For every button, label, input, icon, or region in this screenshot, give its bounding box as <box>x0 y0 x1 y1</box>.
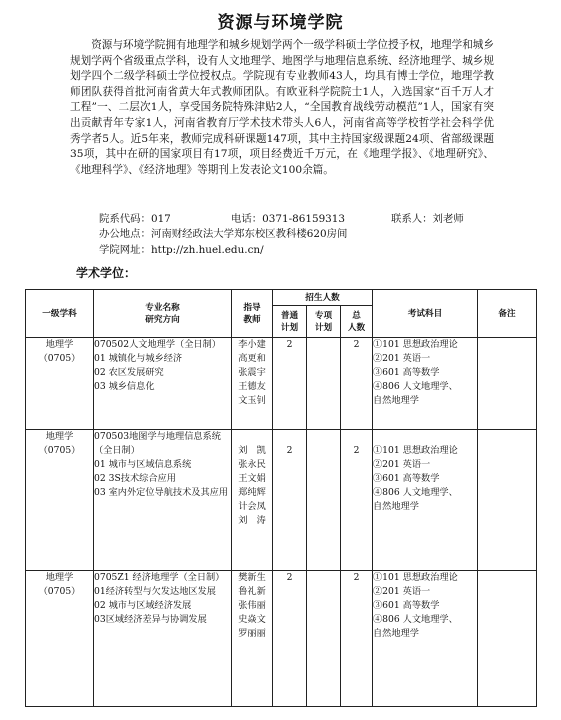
header-enroll: 招生人数 <box>273 290 373 306</box>
general-plan-cell: 2 <box>273 571 307 707</box>
website: 学院网址：http://zh.huel.edu.cn/ <box>99 243 264 256</box>
total-cell: 2 <box>341 571 373 707</box>
header-general: 普通 计划 <box>273 306 307 338</box>
special-plan-cell <box>307 571 341 707</box>
intro-paragraph: 资源与环境学院拥有地理学和城乡规划学两个一级学科硕士学位授予权，地理学和城乡规划学两个省级重点学科，设有人文地理学、地图学与地理信息系统、经济地理学、城乡规划学四个二级学科硕士学位授权点。学院现有专业教师43人，均具有博士学位，地理学教师团队获得首批河南省黄大年式教师团队。有欧亚科学院院士1人，入选国家“百千万人才工程”一、二层次1人，享受国务院特殊津贴2人，“全国教育战线劳动模范”1人，国家有突出贡献青年专家1人，河南省教育厅学术技术带头人6人，河南省高等学校哲学社会科学优秀学者5人。近5年来，教师完成科研课题147项，其中主持国家级课题24项、省部级课题35项，其中在研的国家项目有17项，项目经费近千万元，在《地理学报》、《地理研究》、《地理科学》、《经济地理》等期刊上发表论文100余篇。 <box>70 39 494 176</box>
notes-cell <box>478 430 537 571</box>
contact-info <box>99 212 519 258</box>
major-cell: 070503地图学与地理信息系统（全日制） 01 城市与区域信息系统 02 3S技术综合应用 03 室内外定位导航技术及其应用 <box>94 430 232 571</box>
header-total: 总 人数 <box>341 306 373 338</box>
contact-person: 联系人：刘老师 <box>391 213 464 225</box>
dept-code: 院系代码：017 <box>99 213 171 225</box>
contact-row-1 <box>99 212 519 227</box>
general-plan-cell: 2 <box>273 430 307 571</box>
tutor-cell: 樊新生 鲁礼新 张伟丽 史焱文 罗丽丽 <box>232 571 273 707</box>
notes-cell <box>478 338 537 430</box>
header-notes: 备注 <box>478 290 537 338</box>
header-tutor: 指导 教师 <box>232 290 273 338</box>
header-special: 专项 计划 <box>307 306 341 338</box>
discipline-cell: 地理学 （0705） <box>26 430 94 571</box>
tutor-cell: 李小建 高更和 张震宇 王德友 文玉钊 <box>232 338 273 430</box>
special-plan-cell <box>307 430 341 571</box>
header-discipline: 一级学科 <box>26 290 94 338</box>
table-row <box>26 430 537 571</box>
degree-table <box>25 289 537 707</box>
table-row <box>26 338 537 430</box>
exam-cell: ①101 思想政治理论 ②201 英语一 ③601 高等数学 ④806 人文地理学、 自然地理学 <box>373 571 478 707</box>
header-major: 专业名称 研究方向 <box>94 290 232 338</box>
discipline-cell: 地理学 （0705） <box>26 571 94 707</box>
major-cell: 070502人文地理学（全日制） 01 城镇化与城乡经济 02 农区发展研究 03 城乡信息化 <box>94 338 232 430</box>
discipline-cell: 地理学 （0705） <box>26 338 94 430</box>
section-heading: 学术学位： <box>76 266 137 280</box>
major-cell: 0705Z1 经济地理学（全日制） 01经济转型与欠发达地区发展 02 城市与区域经济发展 03区域经济差异与协调发展 <box>94 571 232 707</box>
tutor-cell: 刘 凯 张永民 王文娟 郑纯辉 计会凤 刘 涛 <box>232 430 273 571</box>
general-plan-cell: 2 <box>273 338 307 430</box>
phone: 电话：0371-86159313 <box>231 213 346 225</box>
address: 办公地点：河南财经政法大学郑东校区教科楼620房间 <box>99 228 348 241</box>
exam-cell: ①101 思想政治理论 ②201 英语一 ③601 高等数学 ④806 人文地理学、 自然地理学 <box>373 338 478 430</box>
notes-cell <box>478 571 537 707</box>
table-row <box>26 571 537 707</box>
total-cell: 2 <box>341 430 373 571</box>
header-exam: 考试科目 <box>373 290 478 338</box>
page-title: 资源与环境学院 <box>217 13 344 33</box>
total-cell: 2 <box>341 338 373 430</box>
special-plan-cell <box>307 338 341 430</box>
exam-cell: ①101 思想政治理论 ②201 英语一 ③601 高等数学 ④806 人文地理学、 自然地理学 <box>373 430 478 571</box>
